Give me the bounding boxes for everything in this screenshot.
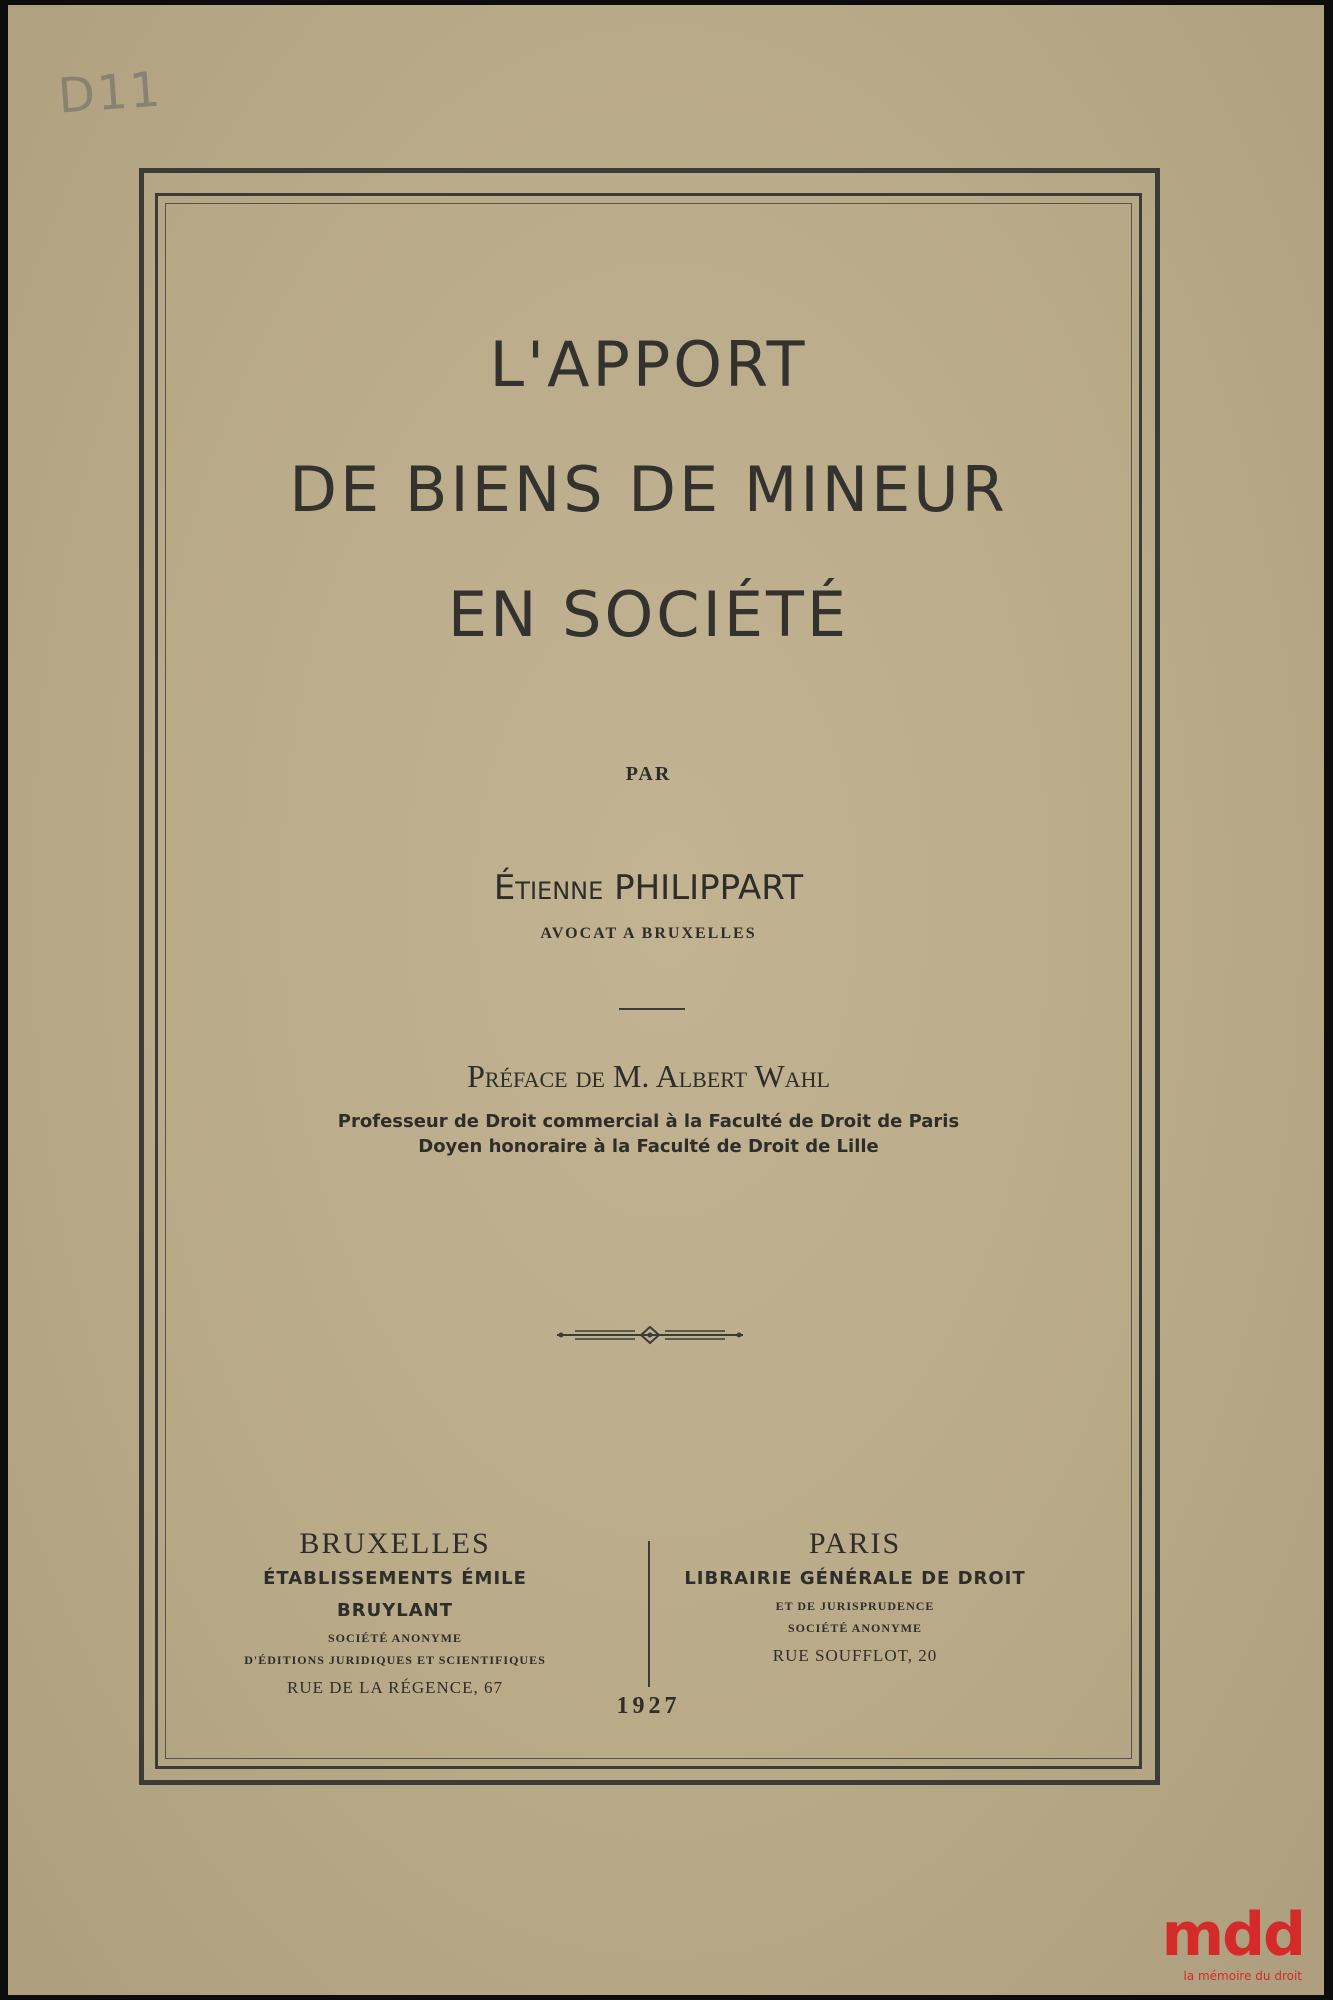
publisher-street: RUE DE LA RÉGENCE, 67 xyxy=(286,1678,504,1697)
divider-rule xyxy=(619,1008,685,1010)
logo-tagline: la mémoire du droit xyxy=(1183,1969,1302,1983)
publisher-line-2: D'ÉDITIONS JURIDIQUES ET SCIENTIFIQUES xyxy=(244,1653,546,1667)
publisher-house: LIBRAIRIE GÉNÉRALE DE DROIT xyxy=(684,1568,1026,1589)
preface-line: Préface de M. Albert Wahl xyxy=(467,1058,830,1094)
publisher-line-1: ET DE JURISPRUDENCE xyxy=(775,1599,935,1613)
publisher-line-2: SOCIÉTÉ ANONYME xyxy=(787,1621,923,1635)
publisher-city: BRUXELLES xyxy=(299,1527,491,1560)
publisher-city: PARIS xyxy=(808,1527,902,1560)
publisher-house: ÉTABLISSEMENTS ÉMILE BRUYLANT xyxy=(263,1568,527,1621)
publisher-street: RUE SOUFFLOT, 20 xyxy=(772,1646,938,1665)
title-line-1: L'APPORT xyxy=(489,328,808,401)
mdd-logo xyxy=(1134,1900,1304,1983)
cover-content xyxy=(165,203,1132,1759)
preface-affiliation-2: Doyen honoraire à la Faculté de Droit de Lille xyxy=(418,1136,879,1157)
logo-text: mdd xyxy=(1161,1900,1304,1970)
by-label: PAR xyxy=(625,763,672,785)
publisher-line-1: SOCIÉTÉ ANONYME xyxy=(327,1631,463,1645)
handwritten-shelfmark: D11 xyxy=(56,61,164,125)
title-line-2: DE BIENS DE MINEUR xyxy=(289,453,1008,526)
author-name: Étienne PHILIPPART xyxy=(493,868,804,908)
publisher-paris xyxy=(645,1525,1065,1671)
preface-affiliation-1: Professeur de Droit commercial à la Faculté de Droit de Paris xyxy=(337,1111,960,1132)
author-role: AVOCAT A BRUXELLES xyxy=(540,925,757,942)
publisher-brussels xyxy=(205,1525,585,1703)
book-cover xyxy=(8,5,1324,1995)
ornament-icon xyxy=(555,1323,745,1347)
title-line-3: EN SOCIÉTÉ xyxy=(447,578,850,651)
publication-year: 1927 xyxy=(616,1693,681,1719)
